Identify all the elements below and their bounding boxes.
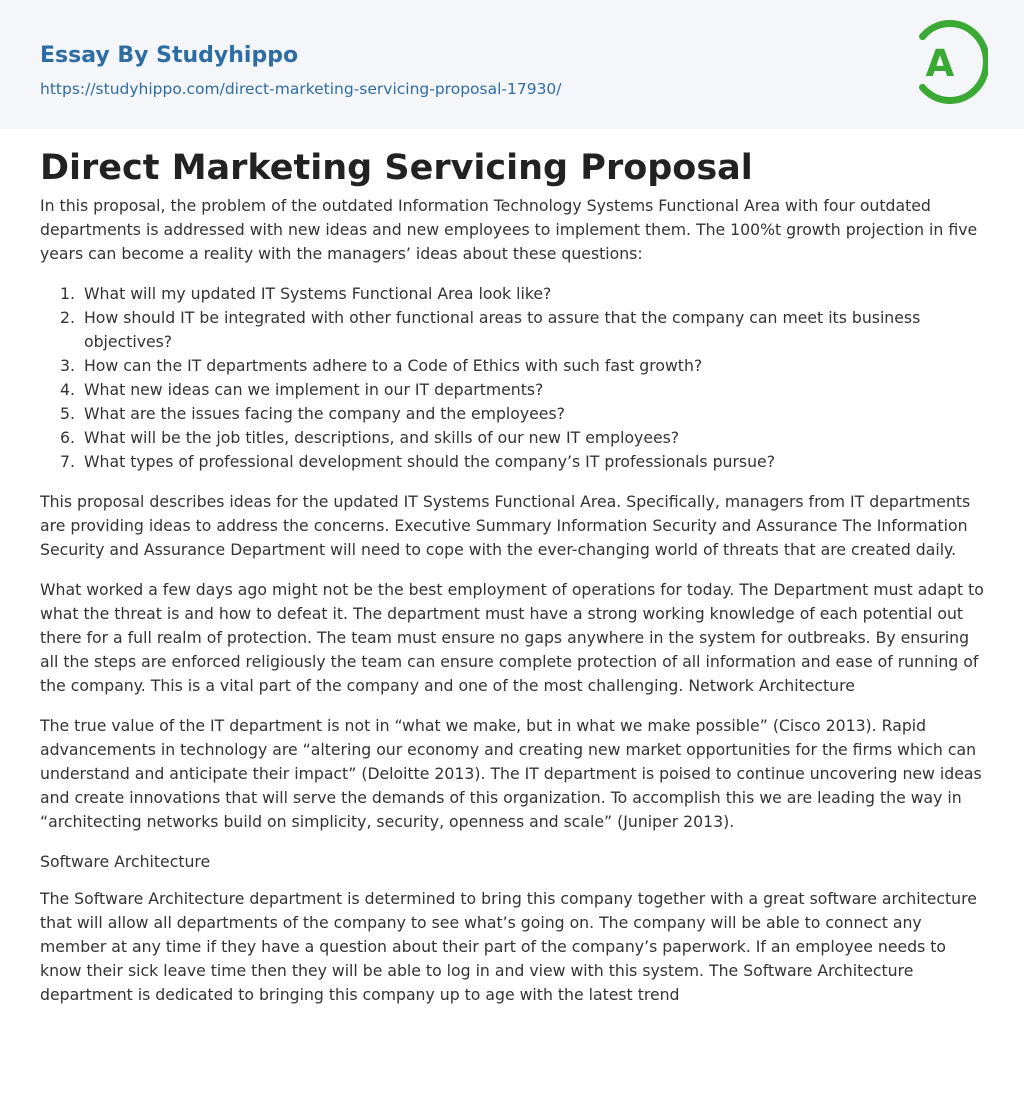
list-item: 5. What are the issues facing the company and the employees? (80, 402, 984, 426)
studyhippo-logo-icon[interactable] (910, 18, 988, 106)
questions-list (40, 282, 984, 474)
brand-title[interactable]: Essay By Studyhippo (40, 43, 299, 68)
body-paragraph: The Software Architecture department is determined to bring this company together with a great software architecture that will allow all departments of the company to see what’s going on. The company will be able to connect any member at any time if they have a question about their part of the company’s paperwork. If an employee needs to know their sick leave time then they will be able to log in and view with this system. The Software Architecture department is dedicated to bringing this company up to age with the latest trend (40, 889, 977, 1004)
section-heading: Software Architecture (40, 852, 211, 871)
list-item: 2. How should IT be integrated with other functional areas to assure that the company can meet its business objectives? (80, 306, 984, 354)
logo-letter: A (925, 42, 955, 85)
list-item: 6. What will be the job titles, descriptions, and skills of our new IT employees? (80, 426, 984, 450)
article (0, 147, 1024, 1007)
source-url-link[interactable]: https://studyhippo.com/direct-marketing-servicing-proposal-17930/ (40, 80, 562, 98)
intro-paragraph: In this proposal, the problem of the outdated Information Technology Systems Functional Area with four outdated departments is addressed with new ideas and new employees to implement them. The 100%t growth projection in five years can become a reality with the managers’ ideas about these questions: (40, 196, 978, 263)
body-paragraph: The true value of the IT department is not in “what we make, but in what we make possible” (Cisco 2013). Rapid advancements in technology are “altering our economy and creating new market opportunities for the firms which can understand and anticipate their impact” (Deloitte 2013). The IT department is poised to continue uncovering new ideas and create innovations that will serve the demands of this organization. To accomplish this we are leading the way in “architecting networks build on simplicity, security, openness and scale” (Juniper 2013). (40, 716, 982, 831)
list-item: 7. What types of professional development should the company’s IT professionals pursue? (80, 450, 984, 474)
body-paragraph: What worked a few days ago might not be the best employment of operations for today. The Department must adapt to what the threat is and how to defeat it. The department must have a strong working knowledge of each potential out there for a full realm of protection. The team must ensure no gaps anywhere in the system for outbreaks. By ensuring all the steps are enforced religiously the team can ensure complete protection of all information and ease of running of the company. This is a vital part of the company and one of the most challenging. Network Architecture (40, 580, 984, 695)
list-item: 1. What will my updated IT Systems Functional Area look like? (80, 282, 984, 306)
site-header (0, 0, 1024, 129)
page-title: Direct Marketing Servicing Proposal (40, 148, 753, 188)
list-item: 3. How can the IT departments adhere to a Code of Ethics with such fast growth? (80, 354, 984, 378)
list-item: 4. What new ideas can we implement in our IT departments? (80, 378, 984, 402)
body-paragraph: This proposal describes ideas for the updated IT Systems Functional Area. Specifically, managers from IT departments are providing ideas to address the concerns. Executive Summary Information Security and Assurance The Information Security and Assurance Department will need to cope with the ever-changing world of threats that are created daily. (40, 492, 971, 559)
